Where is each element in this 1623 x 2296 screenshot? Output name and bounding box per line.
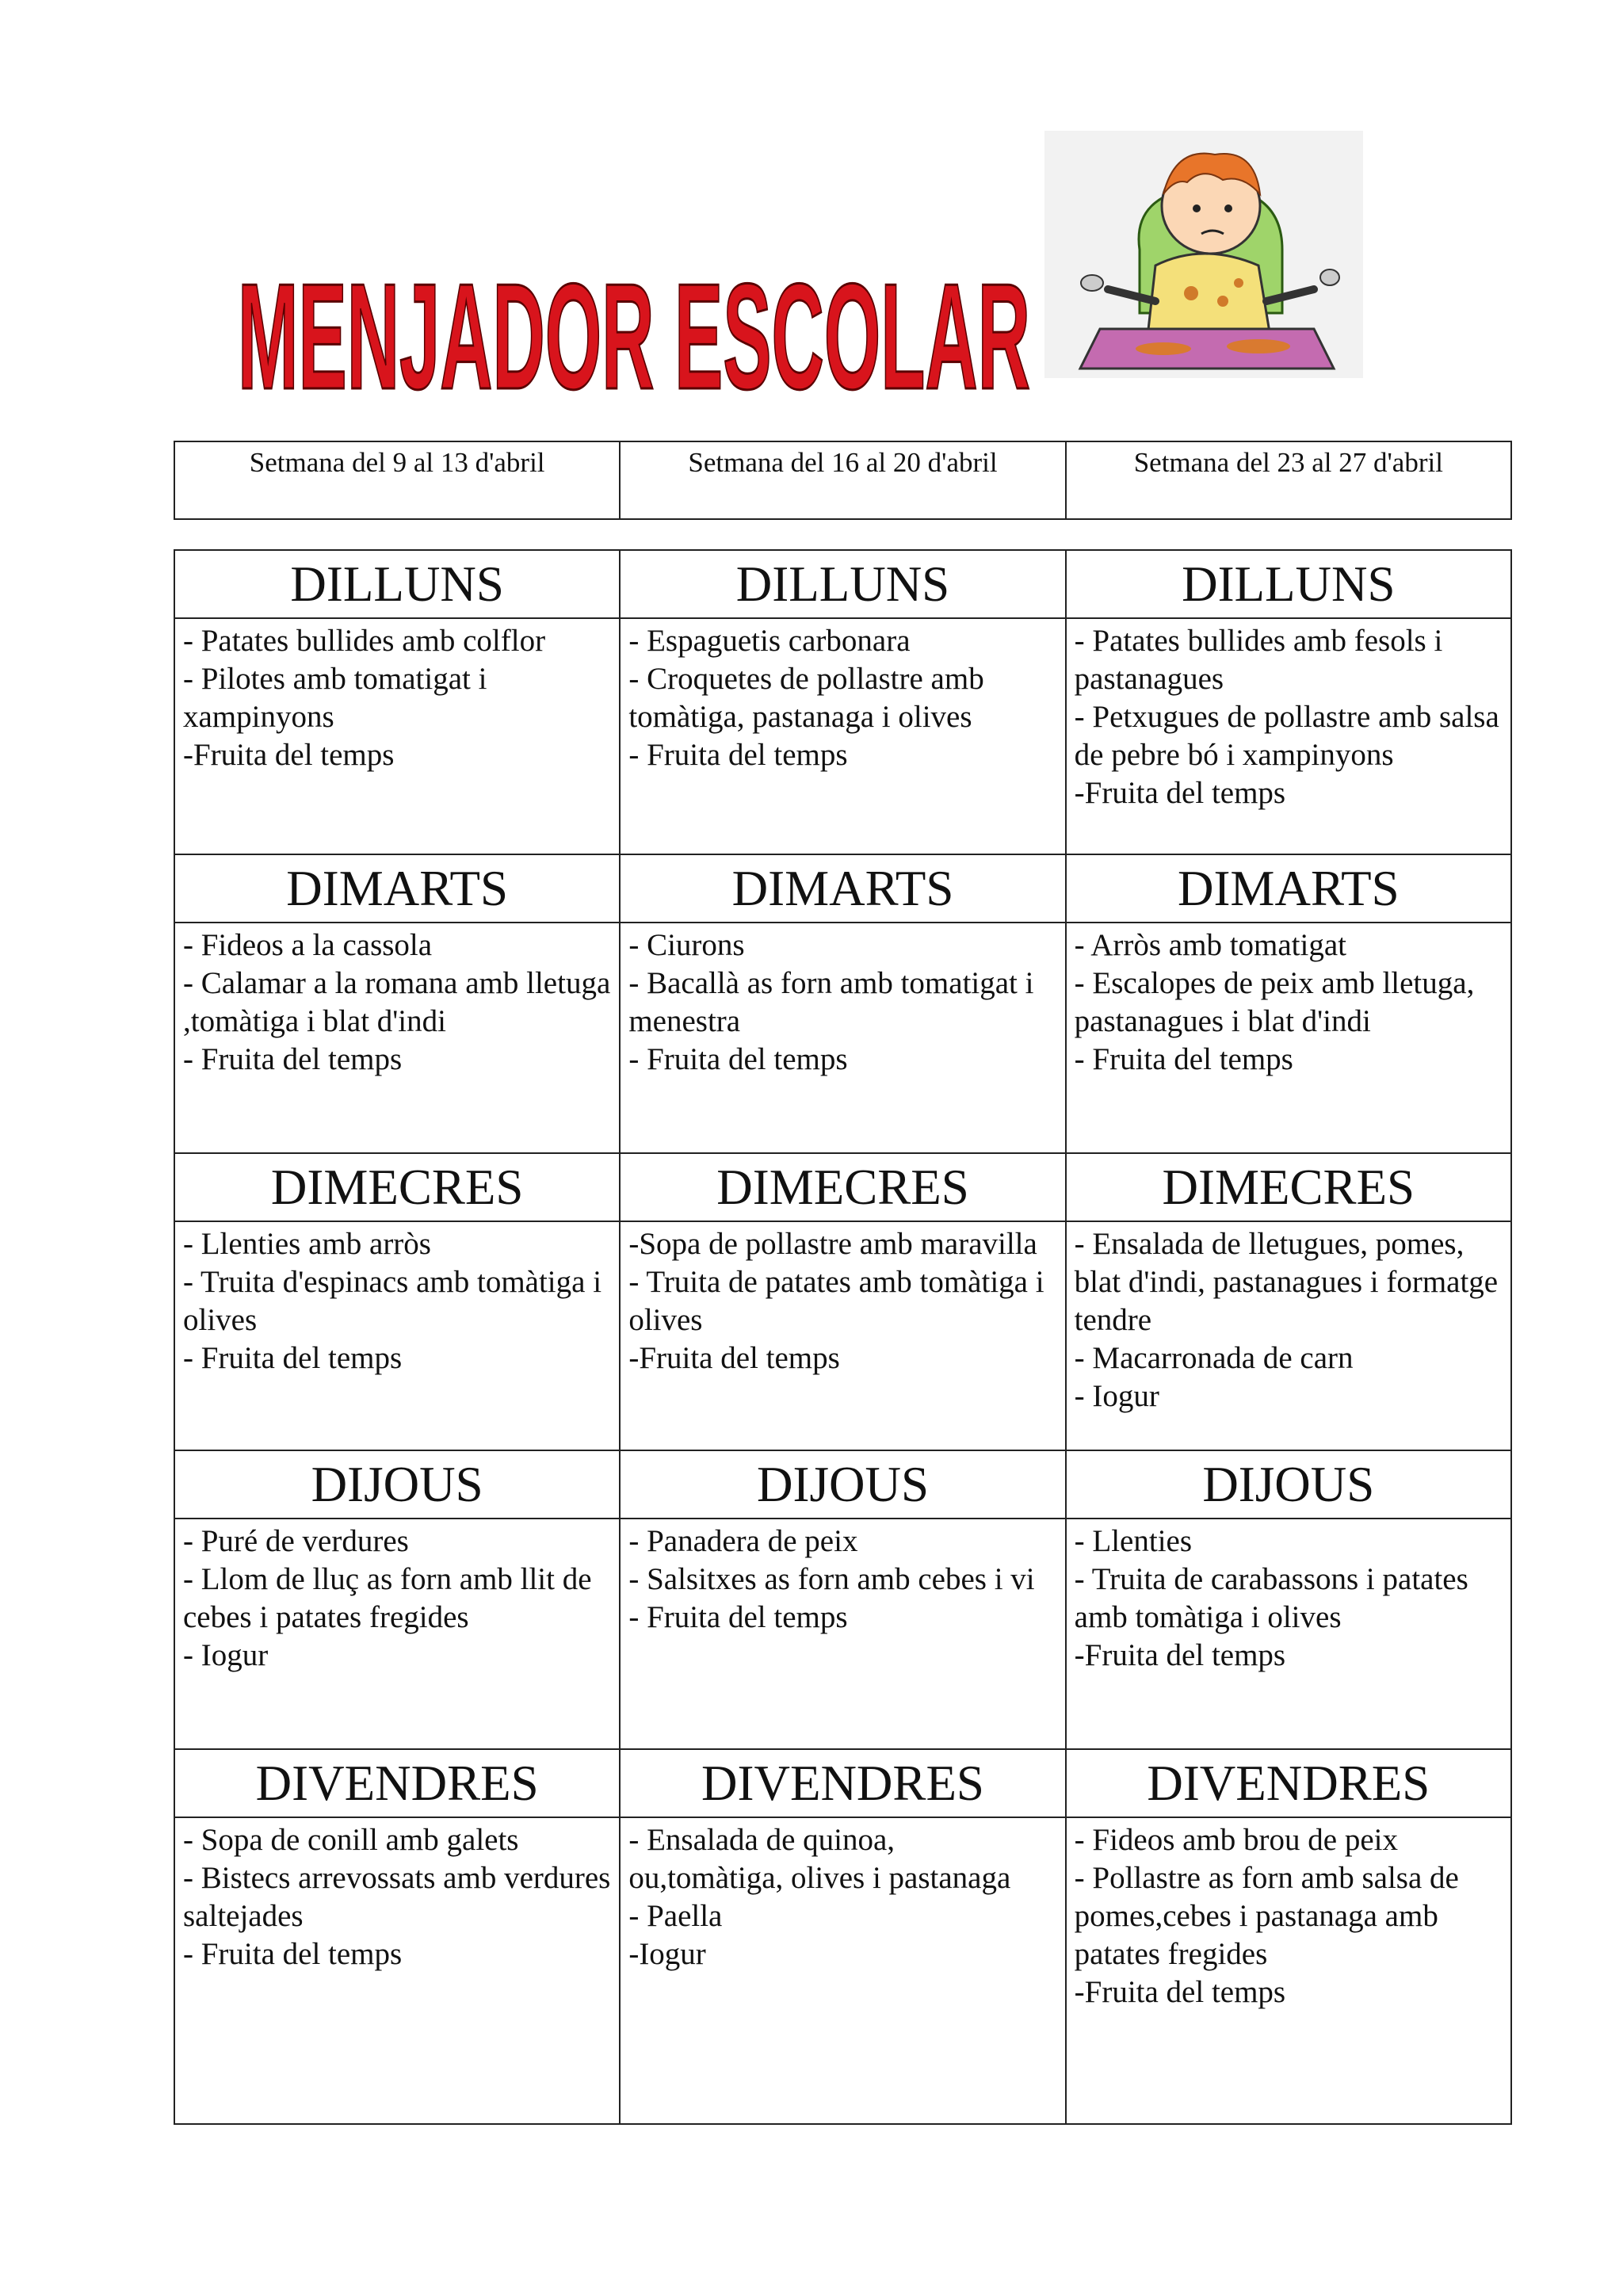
menu-cell	[174, 1519, 620, 1749]
menu-item: - Bistecs arrevossats amb verdures saltejades	[183, 1861, 611, 1933]
menu-item: - Pilotes amb tomatigat i xampinyons	[183, 662, 487, 734]
menu-item: - Llom de lluç as forn amb llit de cebes i patates fregides	[183, 1562, 592, 1634]
menu-item: - Fruita del temps	[628, 738, 848, 772]
page-title-text: MENJADOR ESCOLAR	[238, 253, 1030, 408]
day-name-cell: DILLUNS	[620, 550, 1065, 618]
menu-cell	[620, 1221, 1065, 1450]
menu-item: - Paella	[628, 1899, 723, 1933]
menu-item: - Bacallà as forn amb tomatigat i menestra	[628, 966, 1034, 1038]
menu-items-row	[174, 1221, 1511, 1450]
menu-item: - Fruita del temps	[628, 1042, 848, 1076]
week-header-2: Setmana del 16 al 20 d'abril	[620, 441, 1065, 519]
menu-cell	[1066, 618, 1511, 854]
page-title	[230, 226, 1038, 408]
menu-item: - Fruita del temps	[1074, 1042, 1293, 1076]
menu-item: - Iogur	[1074, 1379, 1159, 1413]
menu-item: - Llenties amb arròs	[183, 1227, 431, 1261]
day-name-cell: DIJOUS	[174, 1450, 620, 1519]
menu-table	[174, 549, 1512, 2125]
menu-item: - Fruita del temps	[183, 1341, 403, 1375]
menu-item: - Calamar a la romana amb lletuga ,tomàtiga i blat d'indi	[183, 966, 611, 1038]
menu-cell	[174, 923, 620, 1153]
menu-item: -Iogur	[628, 1937, 706, 1971]
day-name-cell: DIJOUS	[1066, 1450, 1511, 1519]
menu-cell	[1066, 1519, 1511, 1749]
day-name-cell: DIMECRES	[1066, 1153, 1511, 1221]
menu-items-row	[174, 618, 1511, 854]
day-name-cell: DIMECRES	[174, 1153, 620, 1221]
menu-item: - Panadera de peix	[628, 1524, 858, 1558]
day-header-row	[174, 1749, 1511, 1817]
menu-item: - Truita d'espinacs amb tomàtiga i olives	[183, 1265, 602, 1337]
menu-item: - Fruita del temps	[628, 1600, 848, 1634]
menu-cell	[620, 618, 1065, 854]
menu-item: -Fruita del temps	[1074, 776, 1286, 810]
menu-cell	[174, 1817, 620, 2124]
day-name-cell: DIMARTS	[174, 854, 620, 923]
day-name-cell: DIJOUS	[620, 1450, 1065, 1519]
menu-item: -Fruita del temps	[628, 1341, 840, 1375]
menu-item: - Truita de carabassons i patates amb tomàtiga i olives	[1074, 1562, 1468, 1634]
menu-item: -Fruita del temps	[1074, 1638, 1286, 1672]
menu-item: - Fideos amb brou de peix	[1074, 1823, 1398, 1857]
day-name-cell: DIVENDRES	[174, 1749, 620, 1817]
menu-item: - Fruita del temps	[183, 1937, 403, 1971]
menu-item: - Patates bullides amb fesols i pastanagues	[1074, 624, 1443, 696]
menu-item: - Petxugues de pollastre amb salsa de pebre bó i xampinyons	[1074, 700, 1499, 772]
menu-item: - Iogur	[183, 1638, 269, 1672]
menu-items-row	[174, 1519, 1511, 1749]
menu-item: - Ciurons	[628, 928, 745, 962]
day-name-cell: DIVENDRES	[1066, 1749, 1511, 1817]
week-header-3: Setmana del 23 al 27 d'abril	[1066, 441, 1511, 519]
menu-items-row	[174, 1817, 1511, 2124]
day-name-cell: DILLUNS	[174, 550, 620, 618]
menu-item: - Escalopes de peix amb lletuga, pastanagues i blat d'indi	[1074, 966, 1475, 1038]
menu-item: - Espaguetis carbonara	[628, 624, 911, 658]
menu-item: - Truita de patates amb tomàtiga i olives	[628, 1265, 1044, 1337]
menu-item: - Salsitxes as forn amb cebes i vi	[628, 1562, 1035, 1596]
day-header-row	[174, 550, 1511, 618]
day-name-cell: DIMARTS	[620, 854, 1065, 923]
menu-item: - Macarronada de carn	[1074, 1341, 1354, 1375]
menu-item: - Fruita del temps	[183, 1042, 403, 1076]
menu-item: -Sopa de pollastre amb maravilla	[628, 1227, 1037, 1261]
menu-cell	[620, 923, 1065, 1153]
menu-cell	[620, 1817, 1065, 2124]
menu-item: - Puré de verdures	[183, 1524, 409, 1558]
menu-cell	[1066, 1221, 1511, 1450]
menu-item: -Fruita del temps	[183, 738, 395, 772]
menu-item: -Fruita del temps	[1074, 1975, 1286, 2009]
menu-item: - Arròs amb tomatigat	[1074, 928, 1347, 962]
menu-cell	[620, 1519, 1065, 1749]
menu-item: - Sopa de conill amb galets	[183, 1823, 519, 1857]
day-name-cell: DILLUNS	[1066, 550, 1511, 618]
menu-item: - Llenties	[1074, 1524, 1193, 1558]
menu-item: - Ensalada de quinoa, ou,tomàtiga, olives i pastanaga	[628, 1823, 1011, 1895]
menu-item: - Pollastre as forn amb salsa de pomes,cebes i pastanaga amb patates fregides	[1074, 1861, 1459, 1971]
day-header-row	[174, 854, 1511, 923]
day-name-cell: DIVENDRES	[620, 1749, 1065, 1817]
menu-item: - Patates bullides amb colflor	[183, 624, 546, 658]
day-header-row	[174, 1450, 1511, 1519]
menu-cell	[174, 1221, 620, 1450]
menu-items-row	[174, 923, 1511, 1153]
day-name-cell: DIMECRES	[620, 1153, 1065, 1221]
menu-item: - Croquetes de pollastre amb tomàtiga, pastanaga i olives	[628, 662, 984, 734]
week-header-1: Setmana del 9 al 13 d'abril	[174, 441, 620, 519]
day-header-row	[174, 1153, 1511, 1221]
weeks-header-table	[174, 441, 1512, 520]
child-eating-icon	[1044, 131, 1363, 378]
menu-cell	[1066, 1817, 1511, 2124]
menu-item: - Ensalada de lletugues, pomes, blat d'indi, pastanagues i formatge tendre	[1074, 1227, 1499, 1337]
menu-item: - Fideos a la cassola	[183, 928, 433, 962]
day-name-cell: DIMARTS	[1066, 854, 1511, 923]
menu-cell	[1066, 923, 1511, 1153]
menu-cell	[174, 618, 620, 854]
